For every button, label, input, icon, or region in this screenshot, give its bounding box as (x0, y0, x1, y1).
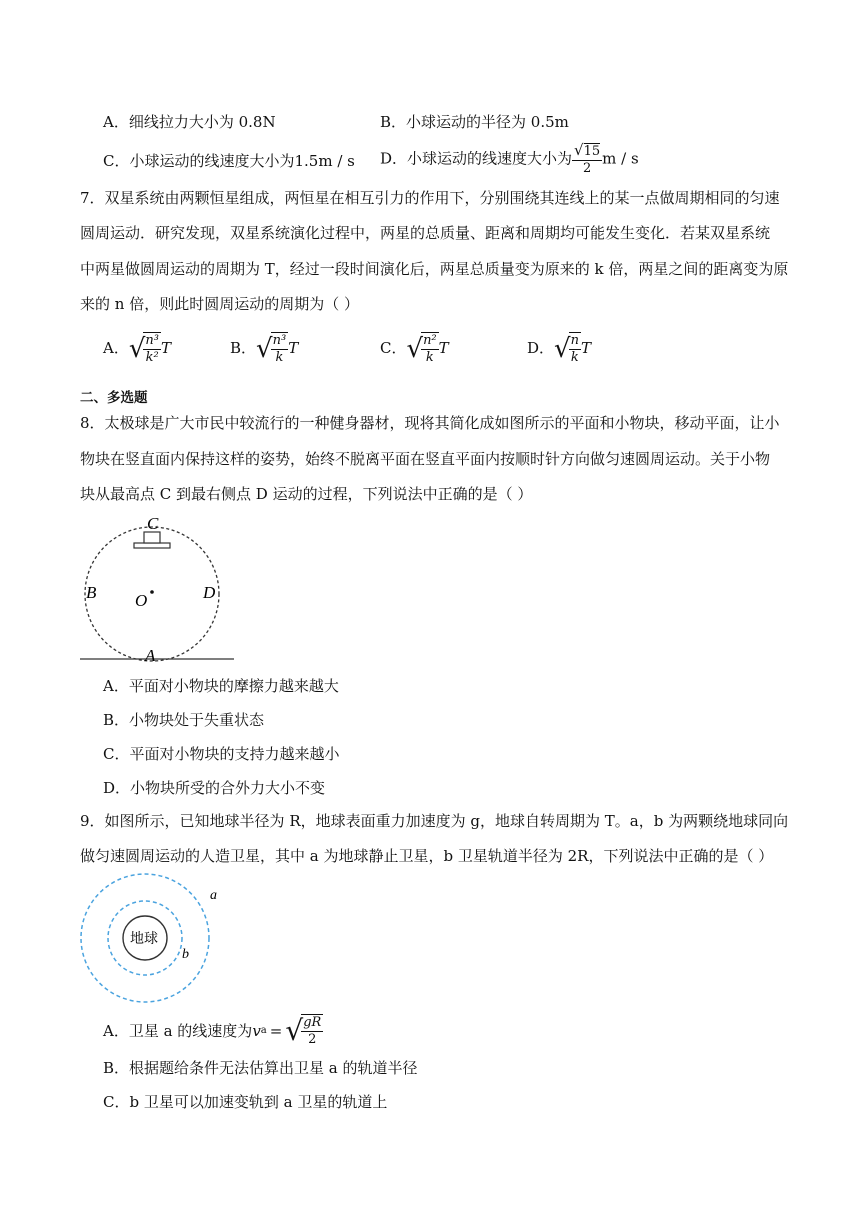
q7-option-c-label: C． (380, 339, 407, 357)
q6-option-d (380, 142, 639, 177)
q7-option-d: D．√ $\frac{n}{k}$ T (527, 333, 591, 365)
q9-option-a-eq: = (269, 1022, 283, 1040)
q7-stem-line-1: 7．双星系统由两颗恒星组成，两恒星在相互引力的作用下，分别围绕其连线上的某一点做周期相同的匀速 (80, 189, 780, 207)
q9-figure (78, 872, 228, 1008)
q9-stem-line-1: 9．如图所示，已知地球半径为 R，地球表面重力加速度为 g，地球自转周期为 T。a，b 为两颗绕地球同向 (80, 812, 789, 830)
q9-stem-line-2: 做匀速圆周运动的人造卫星，其中 a 为地球静止卫星，b 卫星轨道半径为 2R，下列说法中正确的是（ ） (80, 847, 774, 865)
q7-option-a-numerator: n³ (145, 333, 160, 348)
q8-stem-line-2: 物块在竖直面内保持这样的姿势，始终不脱离平面在竖直平面内按顺时针方向做匀速圆周运动。关于小物 (80, 450, 771, 468)
q7-option-a-tail: T (161, 339, 172, 357)
q7-option-d-tail: T (580, 339, 591, 357)
q8-stem-line-3: 块从最高点 C 到最右侧点 D 运动的过程，下列说法中正确的是（ ） (80, 485, 533, 503)
q8-option-d: D．小物块所受的合外力大小不变 (103, 779, 326, 797)
q7-option-c-denominator: k (425, 350, 434, 365)
q7-option-b-tail: T (288, 339, 299, 357)
q7-option-b-numerator: n³ (272, 333, 287, 348)
q9-label-b: b (182, 947, 189, 962)
section-title-multiple-choice: 二、多选题 (80, 390, 148, 406)
q6-option-b: B．小球运动的半径为 0.5m (380, 113, 569, 131)
q6-option-d-fraction: $\frac{√15}{2}$ (574, 141, 601, 176)
q9-option-a (103, 1014, 323, 1048)
q9-option-a-var: v (252, 1022, 261, 1040)
q6-option-a: A．细线拉力大小为 0.8N (103, 113, 276, 131)
q7-option-b-label: B． (230, 339, 257, 357)
q9-option-b: B．根据题给条件无法估算出卫星 a 的轨道半径 (103, 1059, 418, 1077)
q6-option-d-prefix: D．小球运动的线速度大小为 (380, 149, 573, 168)
q9-label-a: a (210, 888, 217, 903)
q7-option-c: C．√ $\frac{\text{n²}}{k}$ T (380, 333, 449, 365)
q6-option-c: C．小球运动的线速度大小为1.5m / s (103, 152, 355, 170)
q8-label-b: B (86, 583, 97, 602)
q8-option-b: B．小物块处于失重状态 (103, 711, 265, 729)
q6-option-d-denominator: 2 (582, 161, 592, 176)
q8-option-a: A．平面对小物块的摩擦力越来越大 (103, 677, 339, 695)
q8-figure (78, 512, 238, 662)
q9-option-a-radical: √ (285, 1014, 304, 1047)
q9-option-a-denominator: 2 (308, 1032, 317, 1047)
q6-option-d-radicand: 15 (583, 144, 601, 159)
q7-option-a-label: A． (103, 339, 129, 357)
q9-option-a-sub: a (260, 1025, 267, 1036)
q7-stem-line-2: 圆周运动．研究发现，双星系统演化过程中，两星的总质量、距离和周期均可能发生变化．若某双星系统 (80, 224, 771, 242)
q8-center-point (150, 590, 154, 594)
q7-option-a: A．√ $\frac{\text{n³}}{\text{k²}}$ T (103, 333, 172, 365)
q7-option-d-denominator: k (570, 350, 579, 365)
q8-label-c: C (147, 514, 159, 533)
q8-plate (134, 543, 170, 548)
q7-stem-line-3: 中两星做圆周运动的周期为 T，经过一段时间演化后，两星总质量变为原来的 k 倍，两星之间的距离变为原 (80, 260, 789, 278)
q7-option-b: B．√ $\frac{\text{n³}}{k}$ T (230, 333, 299, 365)
q7-option-a-denominator: k² (145, 350, 159, 365)
q8-option-c: C．平面对小物块的支持力越来越小 (103, 745, 340, 763)
q8-label-o: O (135, 591, 148, 610)
q9-option-a-prefix: A．卫星 a 的线速度为 (103, 1022, 253, 1040)
q9-option-a-numerator: gR (303, 1015, 322, 1030)
q7-option-b-denominator: k (275, 350, 284, 365)
q6-option-d-unit: m / s (602, 149, 639, 168)
q9-earth-label: 地球 (130, 931, 158, 947)
q8-block (144, 532, 160, 543)
q7-option-c-numerator: n² (423, 333, 437, 348)
q7-option-c-tail: T (438, 339, 449, 357)
q7-option-d-label: D． (527, 339, 555, 357)
q8-stem-line-1: 8．太极球是广大市民中较流行的一种健身器材，现将其简化成如图所示的平面和小物块，移动平面，让小 (80, 414, 780, 432)
q8-label-d: D (203, 583, 216, 602)
q7-option-d-numerator: n (570, 333, 579, 348)
q9-option-c: C．b 卫星可以加速变轨到 a 卫星的轨道上 (103, 1093, 388, 1111)
q7-stem-line-4: 来的 n 倍，则此时圆周运动的周期为（ ） (80, 295, 359, 313)
q8-label-a: A (145, 646, 156, 662)
